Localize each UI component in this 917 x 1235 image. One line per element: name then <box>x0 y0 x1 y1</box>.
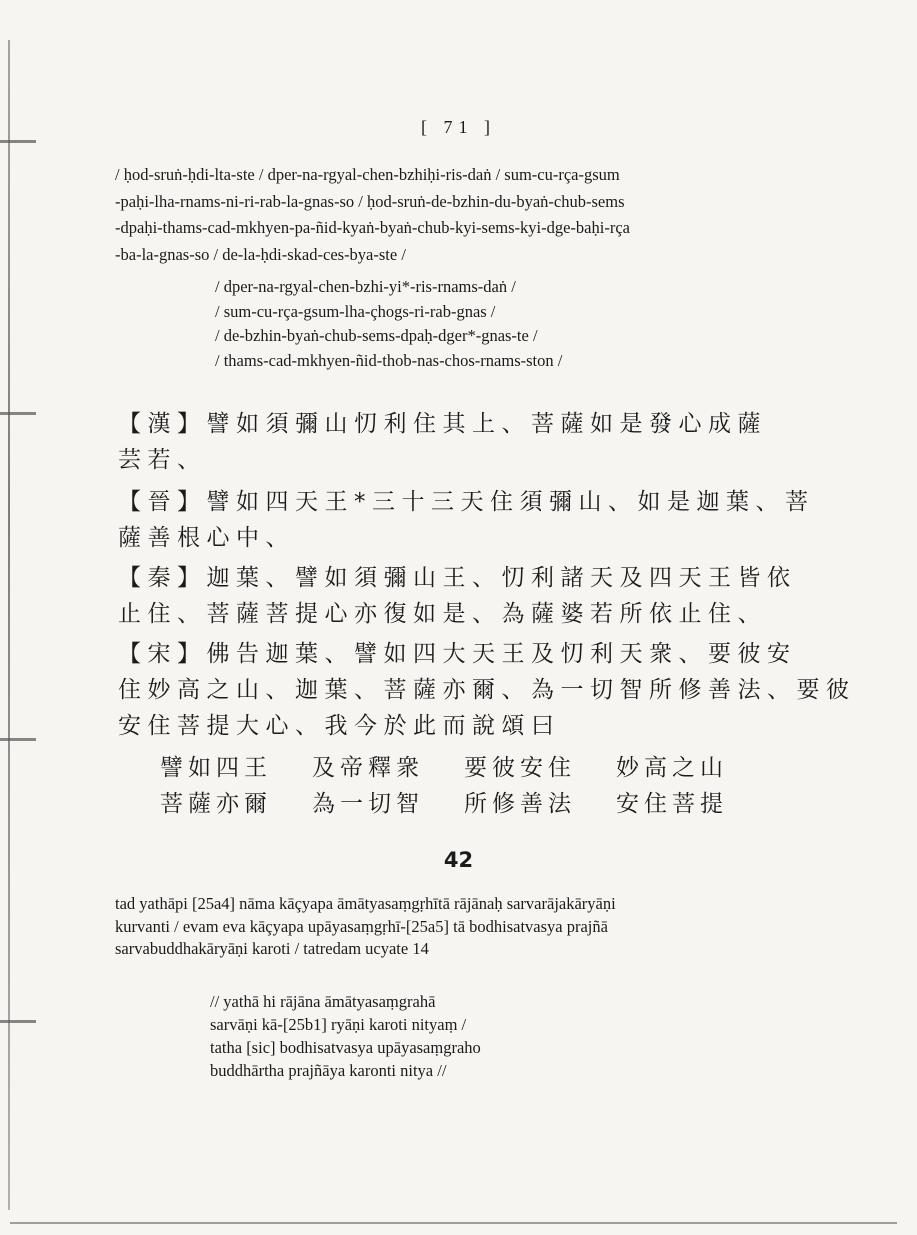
verse-phrase: 及帝釋衆 <box>312 755 424 781</box>
text-line: 芸若、 <box>118 447 207 473</box>
verse-phrase: 譬如四王 <box>160 755 272 781</box>
chinese-verse <box>160 750 768 822</box>
scan-bottom-edge <box>10 1222 897 1224</box>
verse-line: sarvāṇi kā-[25b1] ryāṇi karoti nityaṃ / <box>210 1015 467 1034</box>
text-line: 【秦】迦葉、譬如須彌山王、忉利諸天及四天王皆依 <box>118 565 797 591</box>
verse-line: / dper-na-rgyal-chen-bzhi-yi*-ris-rnams-daṅ / <box>215 277 516 296</box>
text-line: -paḥi-lha-rnams-ni-ri-rab-la-gnas-so / ḥod-sruṅ-de-bzhin-du-byaṅ-chub-sems <box>115 191 625 211</box>
tibetan-verse <box>215 275 562 373</box>
verse-row <box>160 750 768 786</box>
verse-row <box>160 786 768 822</box>
verse-line: / de-bzhin-byaṅ-chub-sems-dpaḥ-dger*-gnas-te / <box>215 326 538 345</box>
scan-edge-mark <box>0 738 36 741</box>
page-number: [ 71 ] <box>421 117 496 137</box>
chinese-song-version <box>118 636 856 744</box>
verse-line: / sum-cu-rça-gsum-lha-çhogs-ri-rab-gnas / <box>215 301 496 321</box>
text-line: 【宋】佛告迦葉、譬如四大天王及忉利天衆、要彼安 <box>118 641 797 667</box>
text-line: 住妙高之山、迦葉、菩薩亦爾、為一切智所修善法、要彼 <box>118 677 856 703</box>
text-line: sarvabuddhakāryāṇi karoti / tatredam ucyate 14 <box>115 939 429 958</box>
verse-phrase: 菩薩亦爾 <box>160 791 272 817</box>
text-line: 薩善根心中、 <box>118 525 295 551</box>
verse-line: buddhārtha prajñāya karonti nitya // <box>210 1061 447 1080</box>
sanskrit-prose <box>115 893 795 961</box>
verse-line: tatha [sic] bodhisatvasya upāyasaṃgraho <box>210 1038 481 1057</box>
text-line: / ḥod-sruṅ-ḥdi-lta-ste / dper-na-rgyal-chen-bzhiḥi-ris-daṅ / sum-cu-rça-gsum <box>115 165 620 184</box>
text-line: 安住菩提大心、我今於此而說頌曰 <box>118 713 561 739</box>
text-line: -ba-la-gnas-so / de-la-ḥdi-skad-ces-bya-ste / <box>115 244 406 264</box>
chinese-han-version <box>118 406 778 478</box>
scan-edge-mark <box>0 1020 36 1023</box>
chinese-jin-version <box>118 484 815 556</box>
tibetan-prose <box>115 162 795 268</box>
section-number: 42 <box>443 848 474 872</box>
verse-phrase: 為一切智 <box>312 791 424 817</box>
sanskrit-verse <box>210 990 481 1082</box>
verse-line: // yathā hi rājāna āmātyasaṃgrahā <box>210 992 436 1011</box>
verse-line: / thams-cad-mkhyen-ñid-thob-nas-chos-rnams-ston / <box>215 350 563 370</box>
text-line: 【晉】譬如四天王*三十三天住須彌山、如是迦葉、菩 <box>118 489 815 515</box>
chinese-qin-version <box>118 560 797 632</box>
verse-phrase: 安住菩提 <box>616 791 728 817</box>
text-line: 止住、菩薩菩提心亦復如是、為薩婆若所依止住、 <box>118 601 767 627</box>
verse-phrase: 所修善法 <box>464 791 576 817</box>
text-line: 【漢】譬如須彌山忉利住其上、菩薩如是發心成薩 <box>118 411 767 437</box>
text-line: -dpaḥi-thams-cad-mkhyen-pa-ñid-kyaṅ-byaṅ-chub-kyi-sems-kyi-dge-baḥi-rça <box>115 218 630 237</box>
scan-edge-mark <box>0 140 36 143</box>
text-line: kurvanti / evam eva kāçyapa upāyasaṃgṛhī-[25a5] tā bodhisatvasya prajñā <box>115 916 608 936</box>
scan-edge-mark <box>0 412 36 415</box>
text-line: tad yathāpi [25a4] nāma kāçyapa āmātyasaṃgṛhītā rājānaḥ sarvarājakāryāṇi <box>115 894 616 913</box>
scan-binding-edge <box>8 40 10 1210</box>
verse-phrase: 要彼安住 <box>464 755 576 781</box>
verse-phrase: 妙高之山 <box>616 755 728 781</box>
